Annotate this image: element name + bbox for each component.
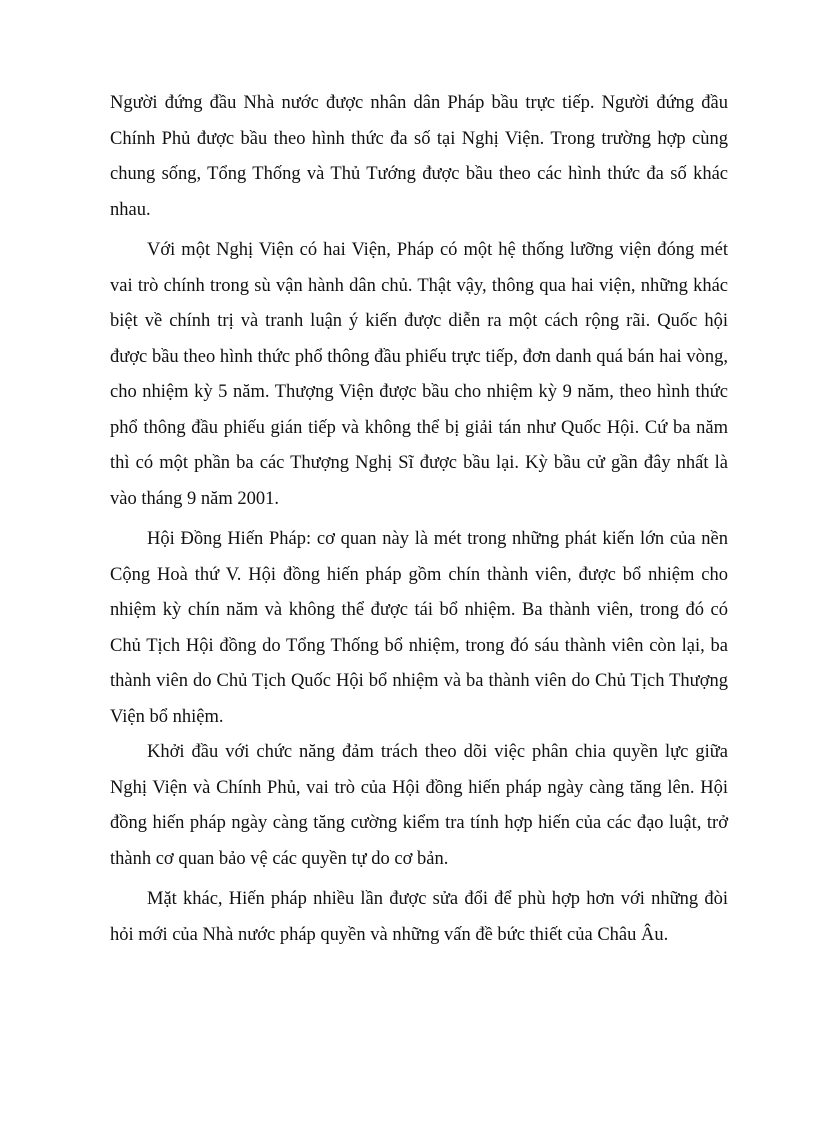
paragraph-4: Khởi đầu với chức năng đảm trách theo dõi việc phân chia quyền lực giữa Nghị Viện và Chính Phủ, vai trò của Hội đồng hiến pháp ngày càng tăng lên. Hội đồng hiến pháp ngày càng tăng cường kiểm tra tính hợp hiến của các đạo luật, trở thành cơ quan bảo vệ các quyền tự do cơ bản. [110, 742, 728, 869]
paragraph-5: Mặt khác, Hiến pháp nhiều lần được sửa đổi để phù hợp hơn với những đòi hỏi mới của Nhà nước pháp quyền và những vấn đề bức thiết của Châu Âu. [110, 889, 728, 945]
paragraph-1: Người đứng đầu Nhà nước được nhân dân Pháp bầu trực tiếp. Người đứng đầu Chính Phủ được bầu theo hình thức đa số tại Nghị Viện. Trong trường hợp cùng chung sống, Tổng Thống và Thủ Tướng được bầu theo các hình thức đa số khác nhau. [110, 93, 728, 220]
paragraph-2: Với một Nghị Viện có hai Viện, Pháp có một hệ thống lưỡng viện đóng mét vai trò chính trong sù vận hành dân chủ. Thật vậy, thông qua hai viện, những khác biệt về chính trị và tranh luận ý kiến được diễn ra một cách rộng rãi. Quốc hội được bầu theo hình thức phổ thông đầu phiếu trực tiếp, đơn danh quá bán hai vòng, cho nhiệm kỳ 5 năm. Thượng Viện được bầu cho nhiệm kỳ 9 năm, theo hình thức phổ thông đầu phiếu gián tiếp và không thể bị giải tán như Quốc Hội. Cứ ba năm thì có một phần ba các Thượng Nghị Sĩ được bầu lại. Kỳ bầu cử gần đây nhất là vào tháng 9 năm 2001. [110, 240, 728, 509]
paragraph-3: Hội Đồng Hiến Pháp: cơ quan này là mét trong những phát kiến lớn của nền Cộng Hoà thứ V. Hội đồng hiến pháp gồm chín thành viên, được bổ nhiệm cho nhiệm kỳ chín năm và không thể được tái bổ nhiệm. Ba thành viên, trong đó có Chủ Tịch Hội đồng do Tổng Thống bổ nhiệm, trong đó sáu thành viên còn lại, ba thành viên do Chủ Tịch Quốc Hội bổ nhiệm và ba thành viên do Chủ Tịch Thượng Viện bổ nhiệm. [110, 529, 728, 727]
